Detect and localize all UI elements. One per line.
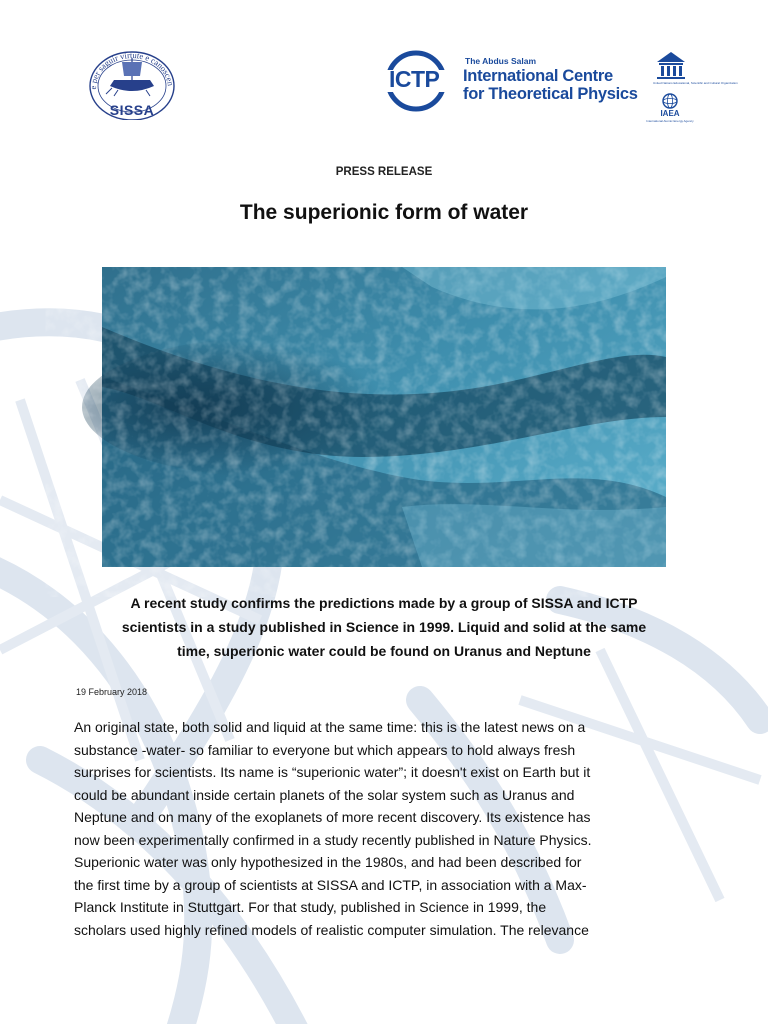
ictp-mark: ICTP <box>389 66 440 92</box>
ictp-name-line2: for Theoretical Physics <box>463 85 638 103</box>
ictp-subtitle: The Abdus Salam <box>465 56 537 66</box>
body-line: scholars used highly refined models of realistic computer simulation. The relevance <box>74 921 589 938</box>
ictp-name-line1: International Centre <box>463 67 613 85</box>
ictp-logo <box>383 48 738 128</box>
body-line: now been experimentally confirmed in a study recently published in Nature Physics. <box>74 831 592 848</box>
body-line: Planck Institute in Stuttgart. For that study, published in Science in 1999, the <box>74 899 547 915</box>
body-line: surprises for scientists. Its name is “superionic water”; it doesn't exist on Earth but it <box>74 764 591 780</box>
sissa-wordmark: SISSA <box>109 102 155 118</box>
page-title: The superionic form of water <box>239 201 529 224</box>
summary-line: A recent study confirms the predictions made by a group of SISSA and ICTP <box>130 595 638 611</box>
body-line: Neptune and on many of the exoplanets of more recent discovery. Its existence has <box>74 809 591 825</box>
sissa-motto: e per saguir virtute e canoscen <box>87 49 176 90</box>
iaea-label: IAEA <box>660 109 680 118</box>
summary <box>76 591 692 663</box>
body-line: the first time by a group of scientists at SISSA and ICTP, in association with a Max- <box>74 876 587 893</box>
unesco-label: United Nations Educational, Scientific and Cultural Organization <box>653 81 738 85</box>
summary-line: scientists in a study published in Science in 1999. Liquid and solid at the same <box>121 619 647 635</box>
iaea-logo-icon <box>646 92 694 124</box>
unesco-logo-icon <box>651 48 738 92</box>
iaea-sublabel: International Atomic Energy Agency <box>646 119 694 123</box>
body-line: could be abundant inside certain planets of the solar system such as Uranus and <box>74 786 575 803</box>
press-release-label: PRESS RELEASE <box>335 166 433 178</box>
summary-line: time, superionic water could be found on Uranus and Neptune <box>177 643 591 659</box>
superionic-water-photo <box>102 267 666 567</box>
body-line: An original state, both solid and liquid at the same time: this is the latest news on a <box>74 719 586 735</box>
release-date: 19 February 2018 <box>76 687 148 697</box>
sissa-logo <box>82 44 182 120</box>
body-paragraph <box>74 716 702 941</box>
body-line: Superionic water was only hypothesized in the 1980s, and had been described for <box>74 854 582 870</box>
body-line: substance -water- so familiar to everyone but which appears to hold always fresh <box>74 741 576 758</box>
